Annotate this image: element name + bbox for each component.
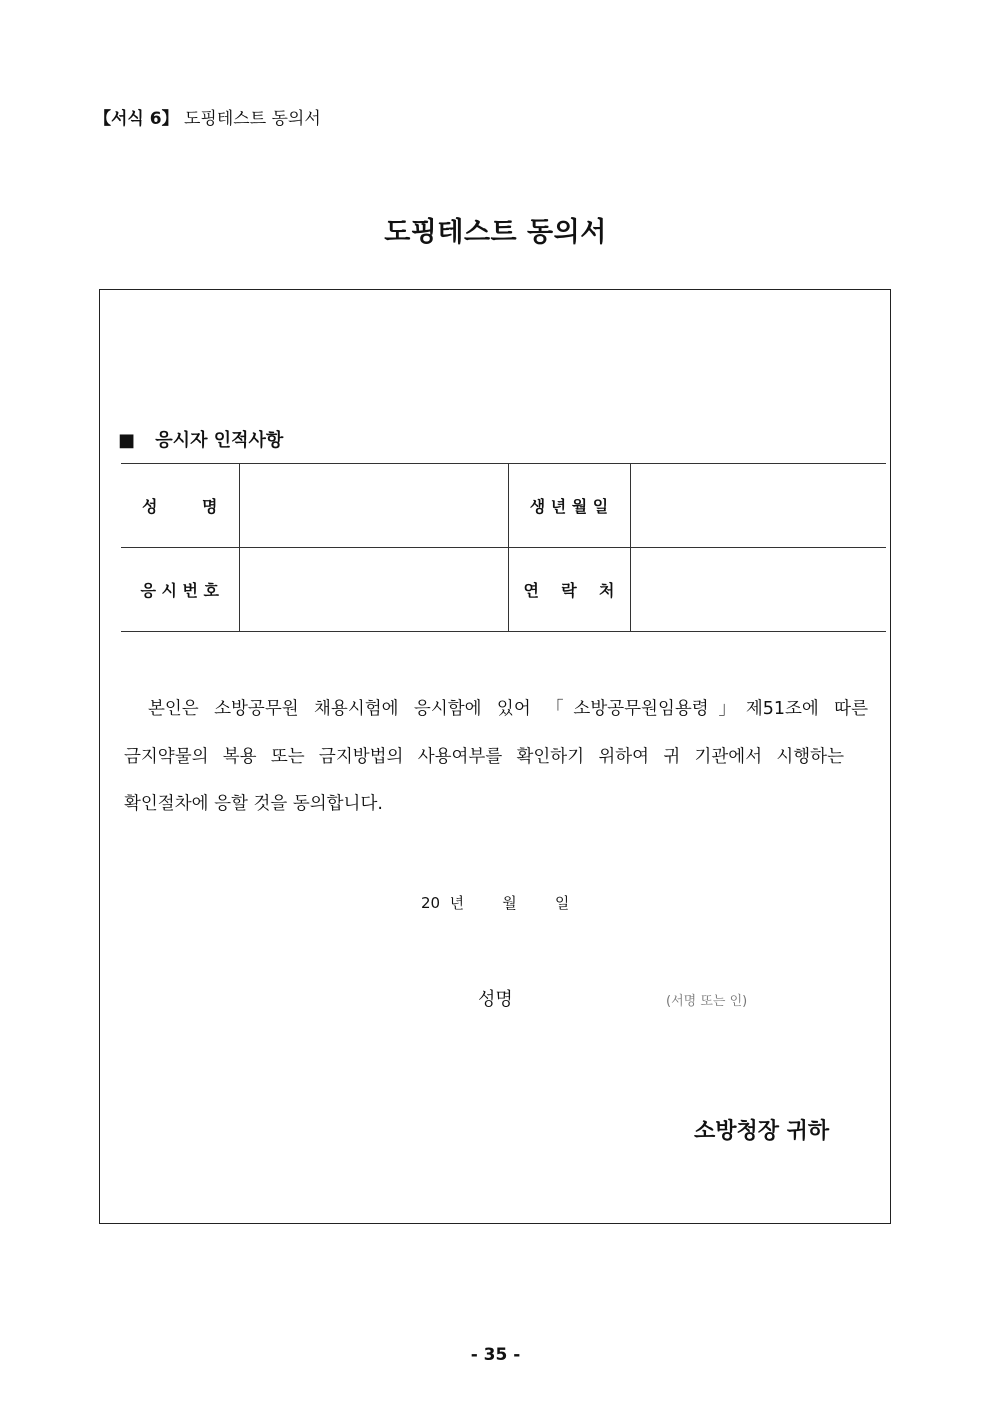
table-row bbox=[121, 464, 886, 548]
signature-hint[interactable]: (서명 또는 인) bbox=[666, 994, 748, 1009]
birthdate-label: 생 년 월 일 bbox=[508, 464, 630, 548]
page-number: - 35 - bbox=[470, 1345, 521, 1365]
consent-line-3: 확인절차에 응할 것을 동의합니다. bbox=[124, 794, 383, 814]
contact-field[interactable] bbox=[630, 548, 886, 632]
form-label bbox=[94, 104, 321, 129]
contact-label: 연 락 처 bbox=[508, 548, 630, 632]
name-label: 성 명 bbox=[121, 464, 239, 548]
date-line[interactable]: 20 년 월 일 bbox=[421, 894, 570, 912]
signature-label: 성명 bbox=[478, 989, 513, 1010]
addressee: 소방청장 귀하 bbox=[694, 1119, 830, 1144]
exam-number-label: 응 시 번 호 bbox=[121, 548, 239, 632]
form-name: 도핑테스트 동의서 bbox=[184, 109, 321, 129]
form-number: 【서식 6】 bbox=[94, 109, 179, 129]
square-bullet-icon: ■ bbox=[118, 430, 136, 451]
section-heading bbox=[118, 426, 283, 452]
exam-number-field[interactable] bbox=[239, 548, 508, 632]
birthdate-field[interactable] bbox=[630, 464, 886, 548]
applicant-info-table bbox=[121, 463, 886, 632]
consent-line-2: 금지약물의 복용 또는 금지방법의 사용여부를 확인하기 위하여 귀 기관에서 시행하는 bbox=[124, 746, 844, 767]
consent-line-1: 본인은 소방공무원 채용시험에 응시함에 있어 「소방공무원임용령」제51조에 따른 bbox=[148, 699, 868, 719]
document-title: 도핑테스트 동의서 bbox=[384, 217, 607, 248]
consent-statement bbox=[124, 686, 868, 829]
name-field[interactable] bbox=[239, 464, 508, 548]
table-row bbox=[121, 548, 886, 632]
section-heading-text: 응시자 인적사항 bbox=[155, 430, 284, 451]
